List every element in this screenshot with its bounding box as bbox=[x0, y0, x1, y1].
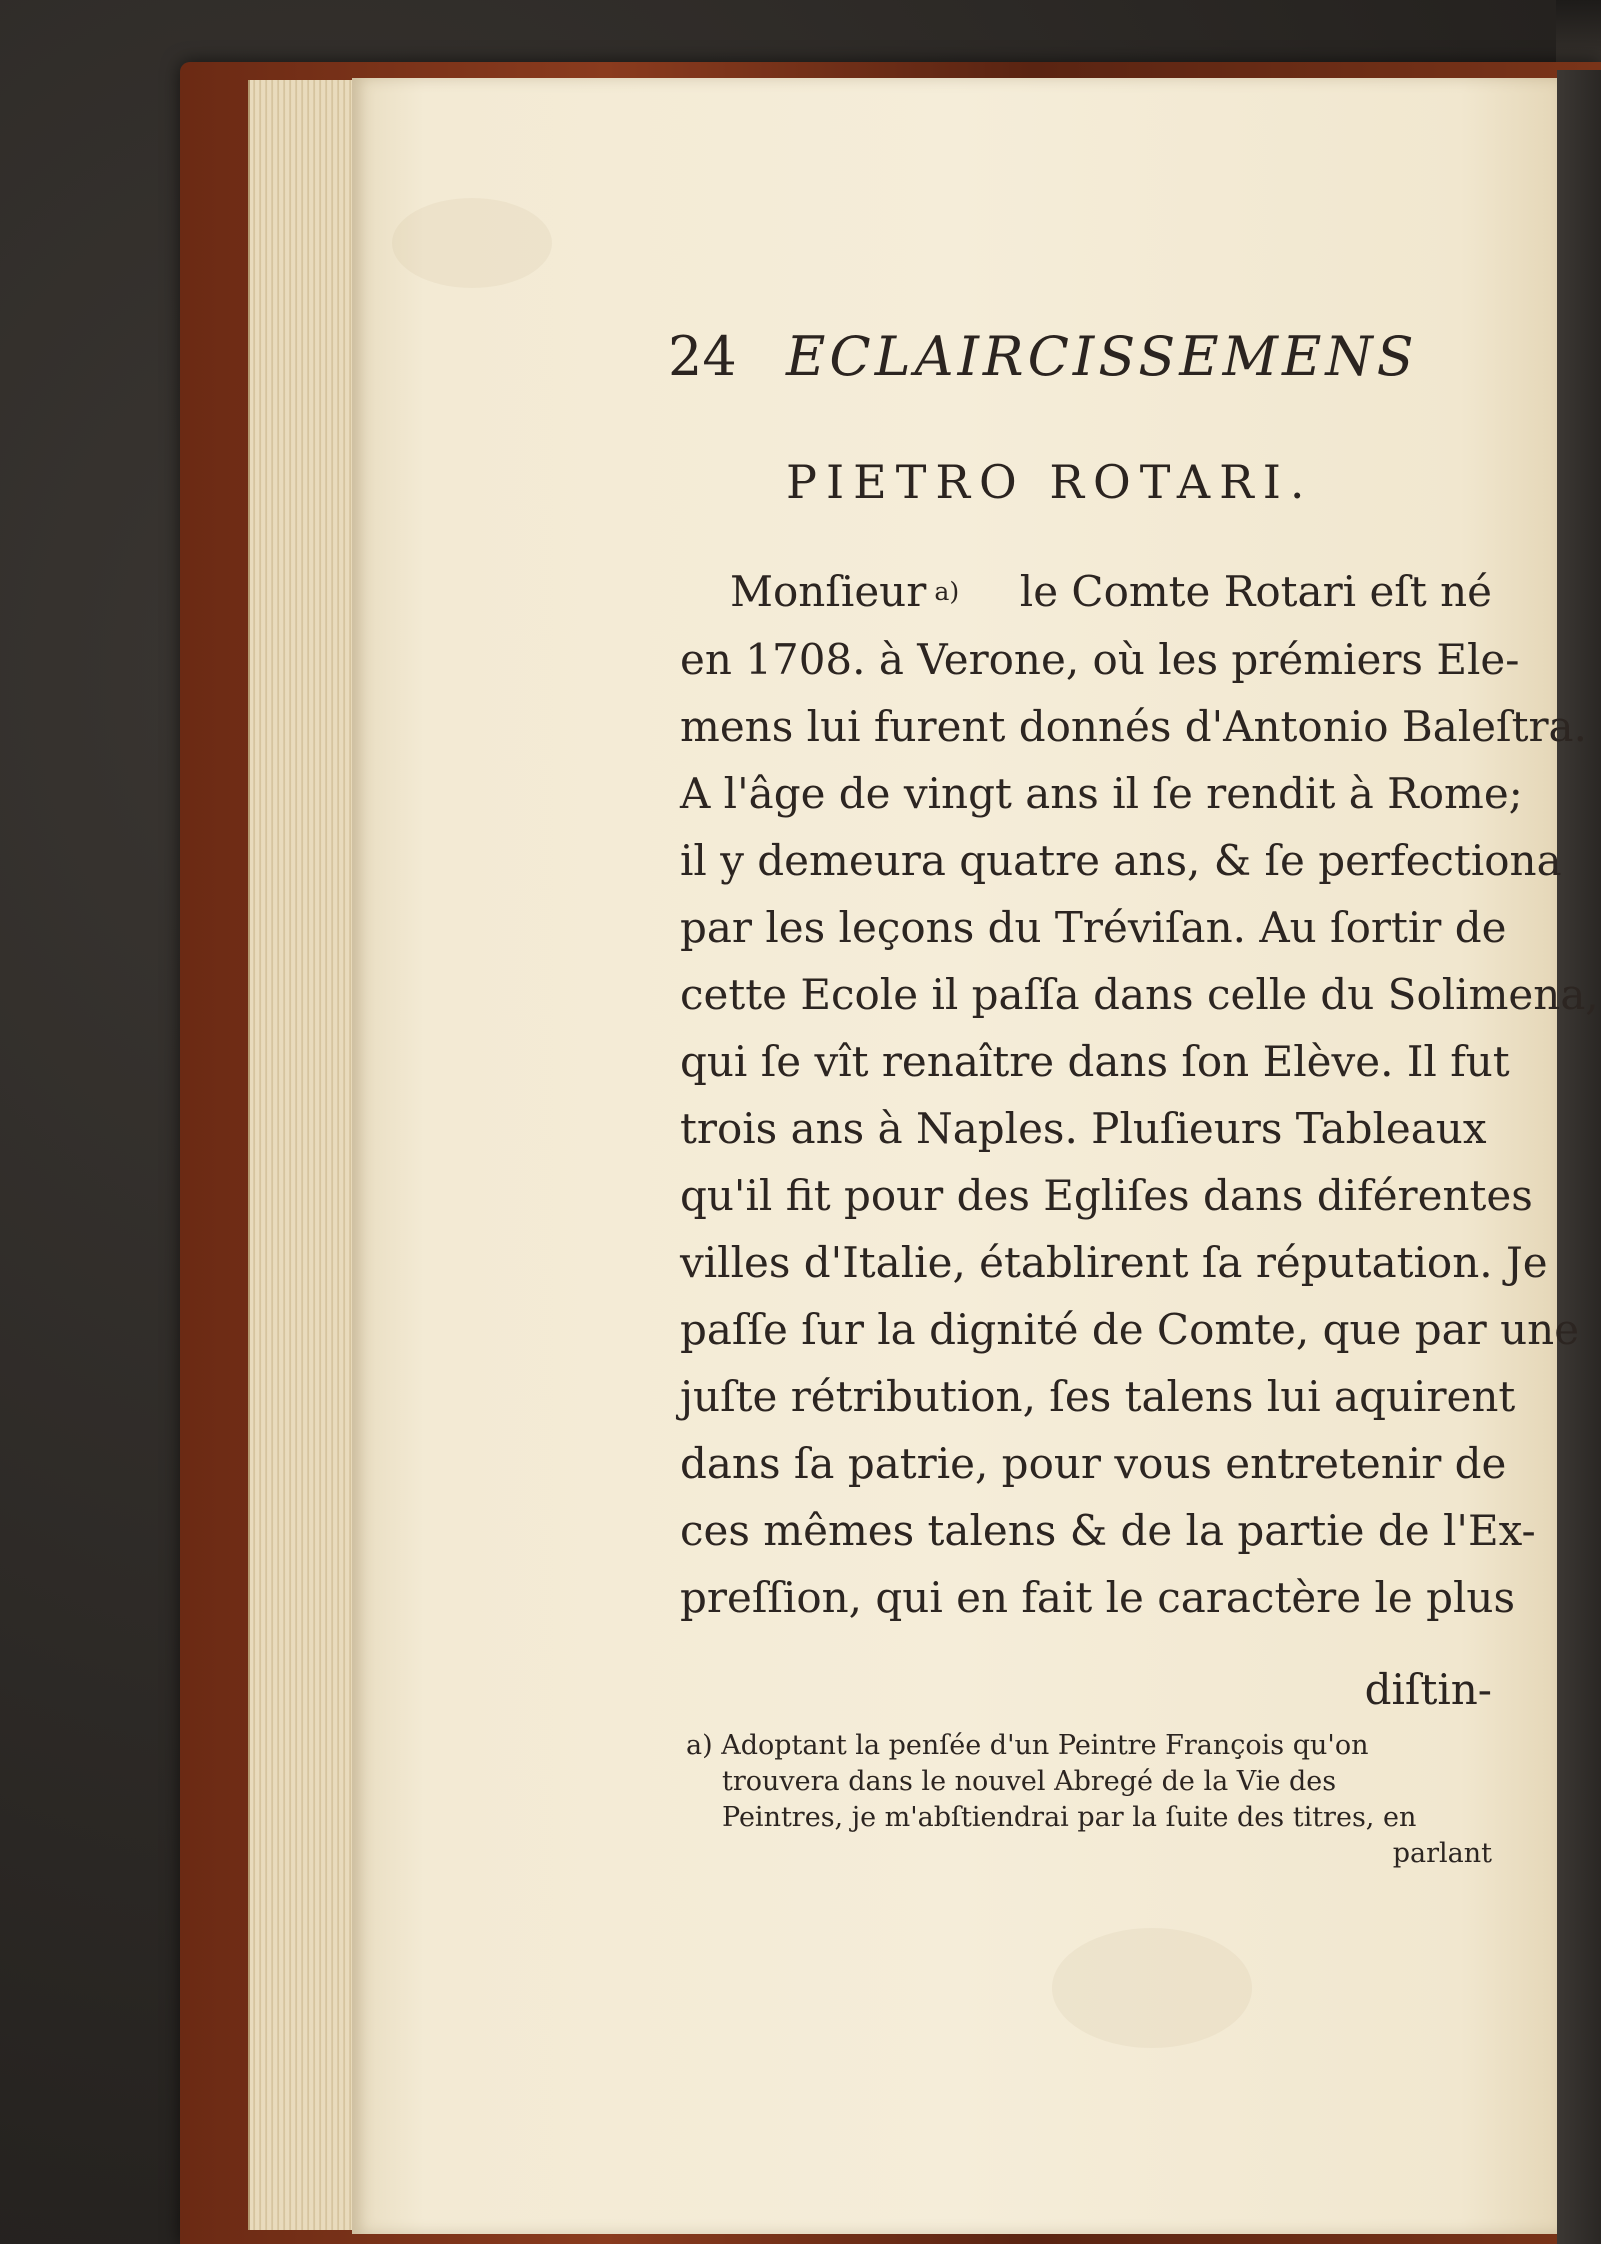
body-line bbox=[680, 1300, 1580, 1360]
running-title: ECLAIRCISSEMENS bbox=[786, 325, 1418, 388]
body-text: ces mêmes talens & de la partie de l'Ex- bbox=[680, 1506, 1536, 1555]
body-line bbox=[680, 1367, 1516, 1427]
section-title: PIETRO ROTARI. bbox=[786, 455, 1314, 509]
body-text: preſſion, qui en fait le caractère le plus bbox=[680, 1573, 1516, 1622]
body-text: paſſe ſur la dignité de Comte, que par une bbox=[680, 1305, 1580, 1354]
body-line bbox=[680, 764, 1523, 824]
page-number: 24 bbox=[668, 325, 737, 388]
body-line bbox=[680, 898, 1507, 958]
body-text: dans ſa patrie, pour vous entretenir de bbox=[680, 1439, 1507, 1488]
body-line bbox=[680, 697, 1587, 757]
body-line-first bbox=[730, 562, 1492, 622]
body-line bbox=[680, 965, 1599, 1025]
body-text: trois ans à Naples. Pluſieurs Tableaux bbox=[680, 1104, 1487, 1153]
body-line bbox=[680, 831, 1562, 891]
body-line bbox=[680, 1434, 1507, 1494]
footnote-line: parlant bbox=[1392, 1838, 1492, 1869]
body-line bbox=[680, 1568, 1516, 1628]
footnote-marker: a) bbox=[934, 577, 960, 606]
footnote-line: a) Adoptant la penſée d'un Peintre François qu'on bbox=[686, 1730, 1369, 1761]
body-text: juſte rétribution, ſes talens lui aquirent bbox=[680, 1372, 1516, 1421]
body-text: qui ſe vît renaître dans ſon Elève. Il fut bbox=[680, 1037, 1510, 1086]
body-text: villes d'Italie, établirent ſa réputation. Je bbox=[680, 1238, 1548, 1287]
body-line bbox=[680, 1032, 1510, 1092]
body-text: par les leçons du Tréviſan. Au ſortir de bbox=[680, 903, 1507, 952]
catchword: diſtin- bbox=[1364, 1665, 1492, 1714]
footnote bbox=[686, 1728, 1492, 1872]
body-line bbox=[680, 1166, 1533, 1226]
body-line bbox=[680, 1099, 1492, 1159]
body-word: Monſieur bbox=[730, 567, 927, 616]
body-line bbox=[680, 1501, 1536, 1561]
running-head bbox=[668, 322, 1418, 392]
footnote-line: Peintres, je m'abſtiendrai par la ſuite des titres, en bbox=[722, 1802, 1417, 1833]
body-text: A l'âge de vingt ans il ſe rendit à Rome; bbox=[680, 769, 1523, 818]
body-text: en 1708. à Verone, où les prémiers Ele- bbox=[680, 635, 1520, 684]
footnote-line: trouvera dans le nouvel Abregé de la Vie des bbox=[722, 1766, 1337, 1797]
body-text: cette Ecole il paſſa dans celle du Solimena, bbox=[680, 970, 1599, 1019]
body-line bbox=[680, 630, 1520, 690]
body-text: mens lui furent donnés d'Antonio Baleſtra. bbox=[680, 702, 1587, 751]
body-text: le Comte Rotari eſt né bbox=[1019, 567, 1492, 616]
body-line bbox=[680, 1233, 1548, 1293]
body-text: il y demeura quatre ans, & ſe perfectiona bbox=[680, 836, 1562, 885]
body-text: qu'il fit pour des Egliſes dans diférentes bbox=[680, 1171, 1533, 1220]
